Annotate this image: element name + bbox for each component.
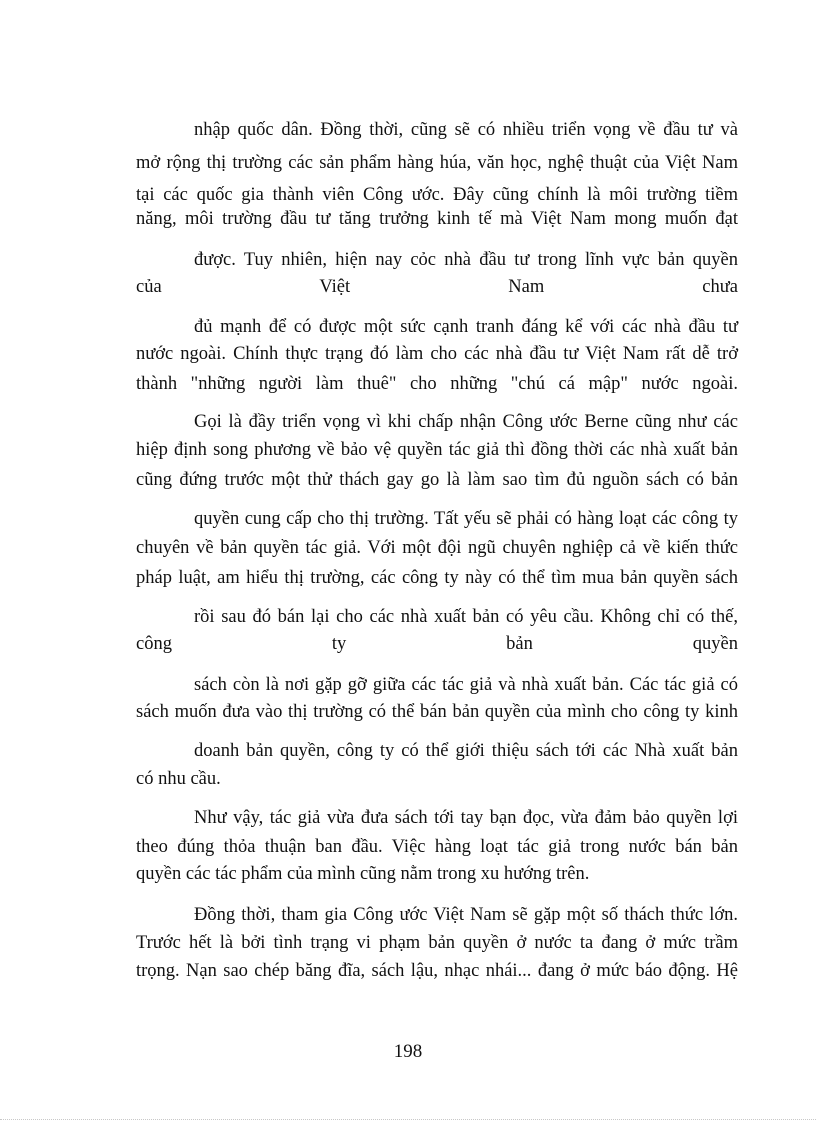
text-line: Trước hết là bởi tình trạng vi phạm bản quyền ở nước ta đang ở mức trầm xyxy=(136,933,738,953)
text-line: công ty bản quyền xyxy=(136,634,738,654)
page-number: 198 xyxy=(393,1041,423,1062)
text-line: năng, môi trường đầu tư tăng trưởng kinh tế mà Việt Nam mong muốn đạt xyxy=(136,209,738,229)
text-line: nhập quốc dân. Đồng thời, cũng sẽ có nhiều triển vọng về đầu tư và xyxy=(194,120,738,140)
text-line: cũng đứng trước một thử thách gay go là làm sao tìm đủ nguồn sách có bản xyxy=(136,470,738,490)
text-line: của Việt Nam chưa xyxy=(136,277,738,297)
text-line: có nhu cầu. xyxy=(136,769,221,789)
text-line: rồi sau đó bán lại cho các nhà xuất bản có yêu cầu. Không chỉ có thế, xyxy=(194,607,738,627)
text-line: pháp luật, am hiểu thị trường, các công ty này có thể tìm mua bản quyền sách xyxy=(136,568,738,588)
text-line: Đồng thời, tham gia Công ước Việt Nam sẽ gặp một số thách thức lớn. xyxy=(194,905,738,925)
text-line: tại các quốc gia thành viên Công ước. Đây cũng chính là môi trường tiềm xyxy=(136,185,738,205)
text-line: sách muốn đưa vào thị trường có thể bán bản quyền của mình cho công ty kinh xyxy=(136,702,738,722)
text-line: doanh bản quyền, công ty có thể giới thiệu sách tới các Nhà xuất bản xyxy=(194,741,738,761)
text-line: mở rộng thị trường các sản phẩm hàng húa, văn học, nghệ thuật của Việt Nam xyxy=(136,153,738,173)
text-line: đủ mạnh để có được một sức cạnh tranh đáng kể với các nhà đầu tư xyxy=(194,317,738,337)
text-line: thành "những người làm thuê" cho những "chú cá mập" nước ngoài. xyxy=(136,374,738,394)
text-line: Gọi là đầy triển vọng vì khi chấp nhận Công ước Berne cũng như các xyxy=(194,412,738,432)
text-line: trọng. Nạn sao chép băng đĩa, sách lậu, nhạc nhái... đang ở mức báo động. Hệ xyxy=(136,961,738,981)
text-line: nước ngoài. Chính thực trạng đó làm cho các nhà đầu tư Việt Nam rất dễ trở xyxy=(136,344,738,364)
text-line: hiệp định song phương về bảo vệ quyền tác giả thì đồng thời các nhà xuất bản xyxy=(136,440,738,460)
text-line: quyền cung cấp cho thị trường. Tất yếu sẽ phải có hàng loạt các công ty xyxy=(194,509,738,529)
text-line: quyền các tác phẩm của mình cũng nằm trong xu hướng trên. xyxy=(136,864,590,884)
page-bottom-divider xyxy=(0,1119,816,1120)
text-line: Như vậy, tác giả vừa đưa sách tới tay bạn đọc, vừa đảm bảo quyền lợi xyxy=(194,808,738,828)
text-line: được. Tuy nhiên, hiện nay cỏc nhà đầu tư trong lĩnh vực bản quyền xyxy=(194,250,738,270)
text-line: chuyên về bản quyền tác giả. Với một đội ngũ chuyên nghiệp cả về kiến thức xyxy=(136,538,738,558)
text-line: theo đúng thỏa thuận ban đầu. Việc hàng loạt tác giả trong nước bán bản xyxy=(136,837,738,857)
text-line: sách còn là nơi gặp gỡ giữa các tác giả và nhà xuất bản. Các tác giả có xyxy=(194,675,738,695)
